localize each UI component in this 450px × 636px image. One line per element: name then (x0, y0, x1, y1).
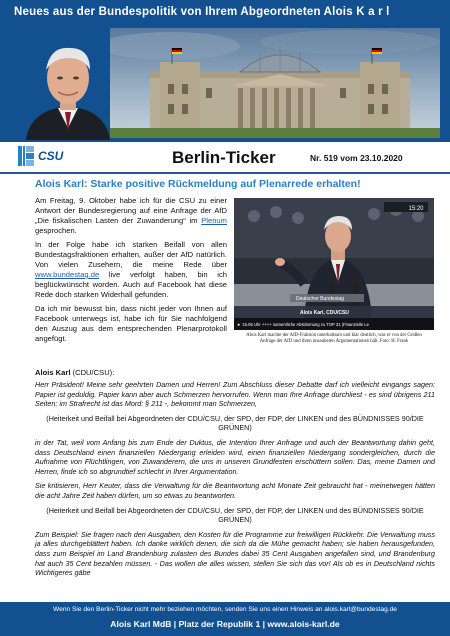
intro-p2-start: In der Folge habe ich starken Beifall von allen Bundestagsfraktionen erhalten, außer der AfD natürlich. Von vielen Zusehern, die meine Rede über (35, 240, 227, 269)
header-banner (0, 0, 450, 142)
footer (0, 602, 450, 636)
bundestag-link[interactable]: www.bundestag.de (35, 270, 100, 279)
intro-p1-end: gesprochen. (35, 226, 77, 235)
intro-paragraph (35, 196, 227, 236)
article-headline: Alois Karl: Starke positive Rückmeldung auf Plenarrede erhalten! (35, 178, 361, 190)
intro-paragraph: Da ich mir bewusst bin, dass nicht jeder von Ihnen auf Facebook unterwegs ist, habe ich für Sie nachfolgend den Auszug aus dem entsprechenden Plenarprotokoll angefügt. (35, 304, 227, 343)
video-banner-label: Deutscher Bundestag (296, 296, 345, 302)
speech-paragraph: in der Tat, weil vom Anfang bis zum Ende der Duktus, die Intention Ihrer Anfrage und auch der Beantwortung dahin geht, dass Deutschland einen finanziellen Niedergang erleiden wird, einen finanziellen Niedergang sondergleichen, durch die Aufnahme von Flüchtlingen, von Zuwanderern, die uns in unseren Grundfesten erschüttern sollen. Das, meine Damen und Herren, finde ich so abgrundtief schlecht in Ihrer Argumentation. (35, 437, 435, 476)
portrait-photo (18, 36, 118, 140)
speech-paragraph: Sie kritisieren, Herr Keuter, dass die Verwaltung für die Beantwortung acht Monate Zeit gebraucht hat - meinetwegen hätten die acht Jahre Zeit haben dürfen, um so etwas zu beantworten. (35, 481, 435, 500)
intro-paragraph (35, 240, 227, 300)
speaker-party: (CDU/CSU): (70, 368, 115, 377)
plenary-video-still (234, 198, 434, 330)
ticker-bar (0, 142, 450, 174)
intro-text (35, 196, 227, 348)
applause-note: (Heiterkeit und Beifall bei Abgeordneten der CDU/CSU, der SPD, der FDP, der LINKEN und des BÜNDNISSES 90/DIE GRÜNEN) (46, 413, 424, 433)
intro-p1-text: Am Freitag, 9. Oktober habe ich für die CSU zu einer Antwort der Bundesregierung auf eine Anfrage der AfD „Die fiskalischen Lasten der Zuwanderung“ im (35, 196, 227, 225)
banner-title: Neues aus der Bundespolitik von Ihrem Abgeordneten Alois K a r l (14, 6, 390, 18)
speech-transcript (35, 380, 435, 583)
video-name-plate: Alois Karl, CDU/CSU (300, 310, 349, 316)
intro-p2-end: live verfolgt haben, bin ich beglückwünscht worden. Auch auf Facebook hat diese Rede doch starken Widerhall gefunden. (35, 270, 227, 299)
applause-note: (Heiterkeit und Beifall bei Abgeordneten der CDU/CSU, der SPD, der FDP, der LINKEN und des BÜNDNISSES 90/DIE GRÜNEN) (46, 505, 424, 525)
csu-logo (18, 145, 76, 167)
csu-logo-text: CSU (38, 149, 64, 163)
speech-paragraph: Zum Beispiel: Sie fragen nach den Ausgaben, den Kosten für die Programme zur freiwilligen Rückkehr. Die Verwaltung muss ja alles durchgeblättert haben. Ich danke wirklich denen, die sich da die Mühe gemacht haben; sie haben herausgefunden, dass zum Beispiel im Land Brandenburg zulasten des Bundes dabei 35 Cent Ausgaben angefallen sind, und Brandenburg hat auch 35 Cent bezahlen müssen. - Das wollen die alles wissen, stellen Sie sich das vor! Als ob es in Deutschland nichts Wichtigeres gäbe (35, 529, 435, 578)
speaker-label (35, 368, 114, 377)
video-timecode: 15:20 (408, 206, 424, 212)
photo-caption: Alois Karl machte der AfD-Fraktion unterhaltsam und klar deutlich, was er von der Großen Anfrage der AfD und ihren unsauberen Argumentationen hält. Foto: H. Frank (246, 333, 422, 344)
unsubscribe-note: Wenn Sie den Berlin-Ticker nicht mehr beziehen möchten, senden Sie uns einen Hinweis an alois.karl@bundestag.de (53, 606, 397, 613)
reichstag-photo (110, 28, 440, 138)
video-bottom-bar: ► 15.05 Uhr ++++ namentliche Abstimmung zu TOP 31 (Finanzielle Le (237, 322, 369, 327)
contact-line: Alois Karl MdB | Platz der Republik 1 | www.alois-karl.de (110, 619, 340, 629)
speaker-name: Alois Karl (35, 368, 71, 377)
plenum-link[interactable]: Plenum (201, 216, 227, 225)
ticker-title: Berlin-Ticker (172, 148, 276, 167)
speech-paragraph: Herr Präsident! Meine sehr geehrten Damen und Herren! Zum Abschluss dieser Debatte darf ich vielleicht eingangs sagen: Papier ist geduldig. Papier kann aber auch Schmerzen hervorrufen. Wenn man Ihre Anfrage durchliest - es sind übrigens 211 Seiten; im Strafrecht ist das Mord: § 211 -, bekommt man Schmerzen, (35, 380, 435, 409)
issue-number: Nr. 519 vom 23.10.2020 (310, 153, 403, 163)
